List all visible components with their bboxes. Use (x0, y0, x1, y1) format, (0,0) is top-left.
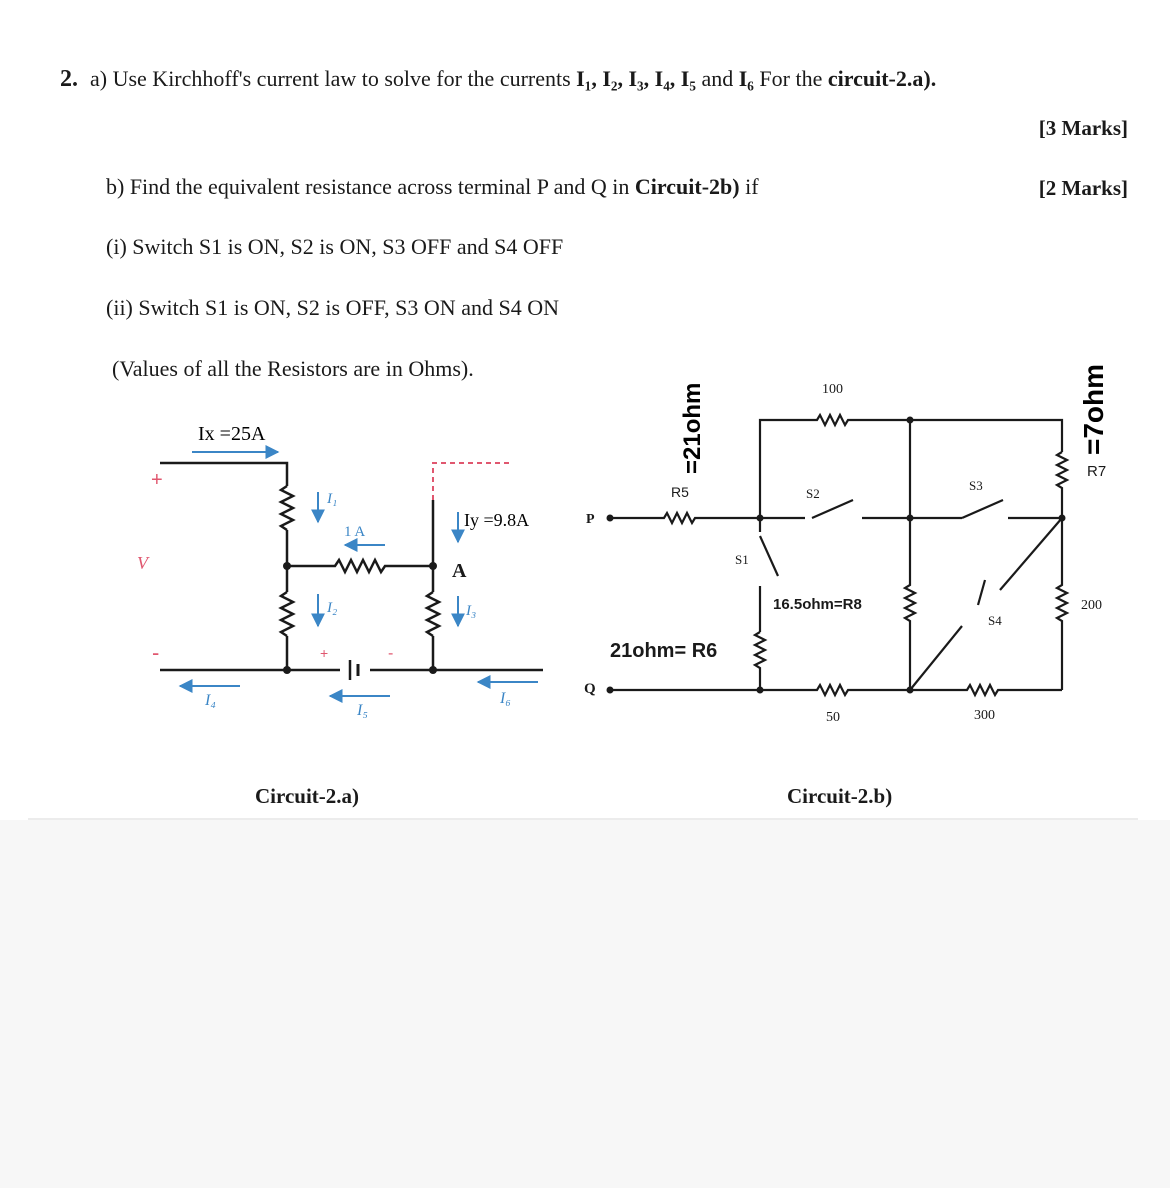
s3-label: S3 (969, 478, 983, 493)
resistor-units-note: (Values of all the Resistors are in Ohms). (112, 356, 474, 381)
s4-label: S4 (988, 613, 1002, 628)
i1-label: I₁ (327, 491, 338, 507)
resistor-50-label: 50 (826, 710, 840, 725)
terminal-p (607, 515, 614, 522)
s1-label: S1 (735, 552, 749, 567)
resistor-r8 (905, 420, 915, 690)
question-2b-suffix: if (739, 174, 759, 199)
terminal-q-label: Q (584, 681, 596, 697)
switch-s3 (962, 500, 1003, 518)
battery-minus-sign: - (388, 645, 394, 662)
resistor-r5 (610, 513, 760, 523)
terminal-q (607, 687, 614, 694)
r5-label: R5 (671, 484, 689, 500)
wire-s4-r7 (1000, 518, 1062, 590)
r8-label: 16.5ohm=R8 (773, 596, 862, 613)
ix-label: Ix =25A (198, 423, 266, 445)
node-a-label: A (452, 560, 467, 582)
iy-label: Iy =9.8A (464, 510, 530, 530)
resistor-100-label: 100 (822, 382, 843, 397)
voltage-minus-sign: - (152, 640, 160, 665)
switch-s1 (760, 536, 778, 576)
battery-plus-sign: + (320, 645, 329, 661)
marks-2b: [2 Marks] (1038, 176, 1128, 200)
r7-label: R7 (1087, 463, 1107, 480)
wire-to-s4 (910, 626, 962, 690)
i5-label: I₅ (357, 702, 368, 719)
switch-s4 (978, 580, 985, 605)
resistor-300-label: 300 (974, 708, 995, 723)
r6-label: 21ohm= R6 (610, 640, 718, 662)
question-2a-circuit-ref: circuit-2.a). (827, 66, 937, 91)
i6-label: I₆ (500, 690, 511, 707)
resistor-200-label: 200 (1081, 598, 1102, 613)
question-2a-and: and (695, 66, 739, 91)
i2-label: I₂ (327, 600, 338, 616)
question-2a-text: a) Use Kirchhoff's current law to solve for the currents (90, 66, 577, 91)
question-2a-for: For the (753, 66, 828, 91)
switch-s2 (812, 500, 853, 518)
question-2a-currents: I₁, I₂, I₃, I₄, I₅ (576, 66, 696, 91)
marks-2a: [3 Marks] (1038, 116, 1128, 140)
question-2a-last-current: I₆ (738, 66, 754, 91)
case-ii: (ii) Switch S1 is ON, S2 is OFF, S3 ON and S4 ON (106, 295, 559, 320)
voltage-plus-sign: + (151, 469, 163, 491)
i4-label: I₄ (205, 692, 216, 709)
circuit-2b-caption: Circuit-2.b) (787, 784, 893, 808)
question-2b-text: b) Find the equivalent resistance across terminal P and Q in (106, 174, 635, 199)
terminal-p-label: P (586, 512, 595, 527)
i3-label: I₃ (466, 603, 477, 619)
one-amp-label: 1 A (344, 524, 366, 540)
voltage-label: V (137, 553, 148, 573)
resistor-r6 (755, 632, 765, 690)
question-number: 2. (60, 66, 78, 92)
s2-label: S2 (806, 486, 820, 501)
question-2b-circuit-ref: Circuit-2b) (634, 174, 740, 199)
bottom-rail (610, 685, 1062, 695)
resistor-200 (1057, 518, 1067, 690)
resistor-r7 (1057, 452, 1067, 518)
case-i: (i) Switch S1 is ON, S2 is ON, S3 OFF and S4 OFF (106, 234, 564, 259)
circuit-2a-caption: Circuit-2.a) (255, 784, 360, 808)
